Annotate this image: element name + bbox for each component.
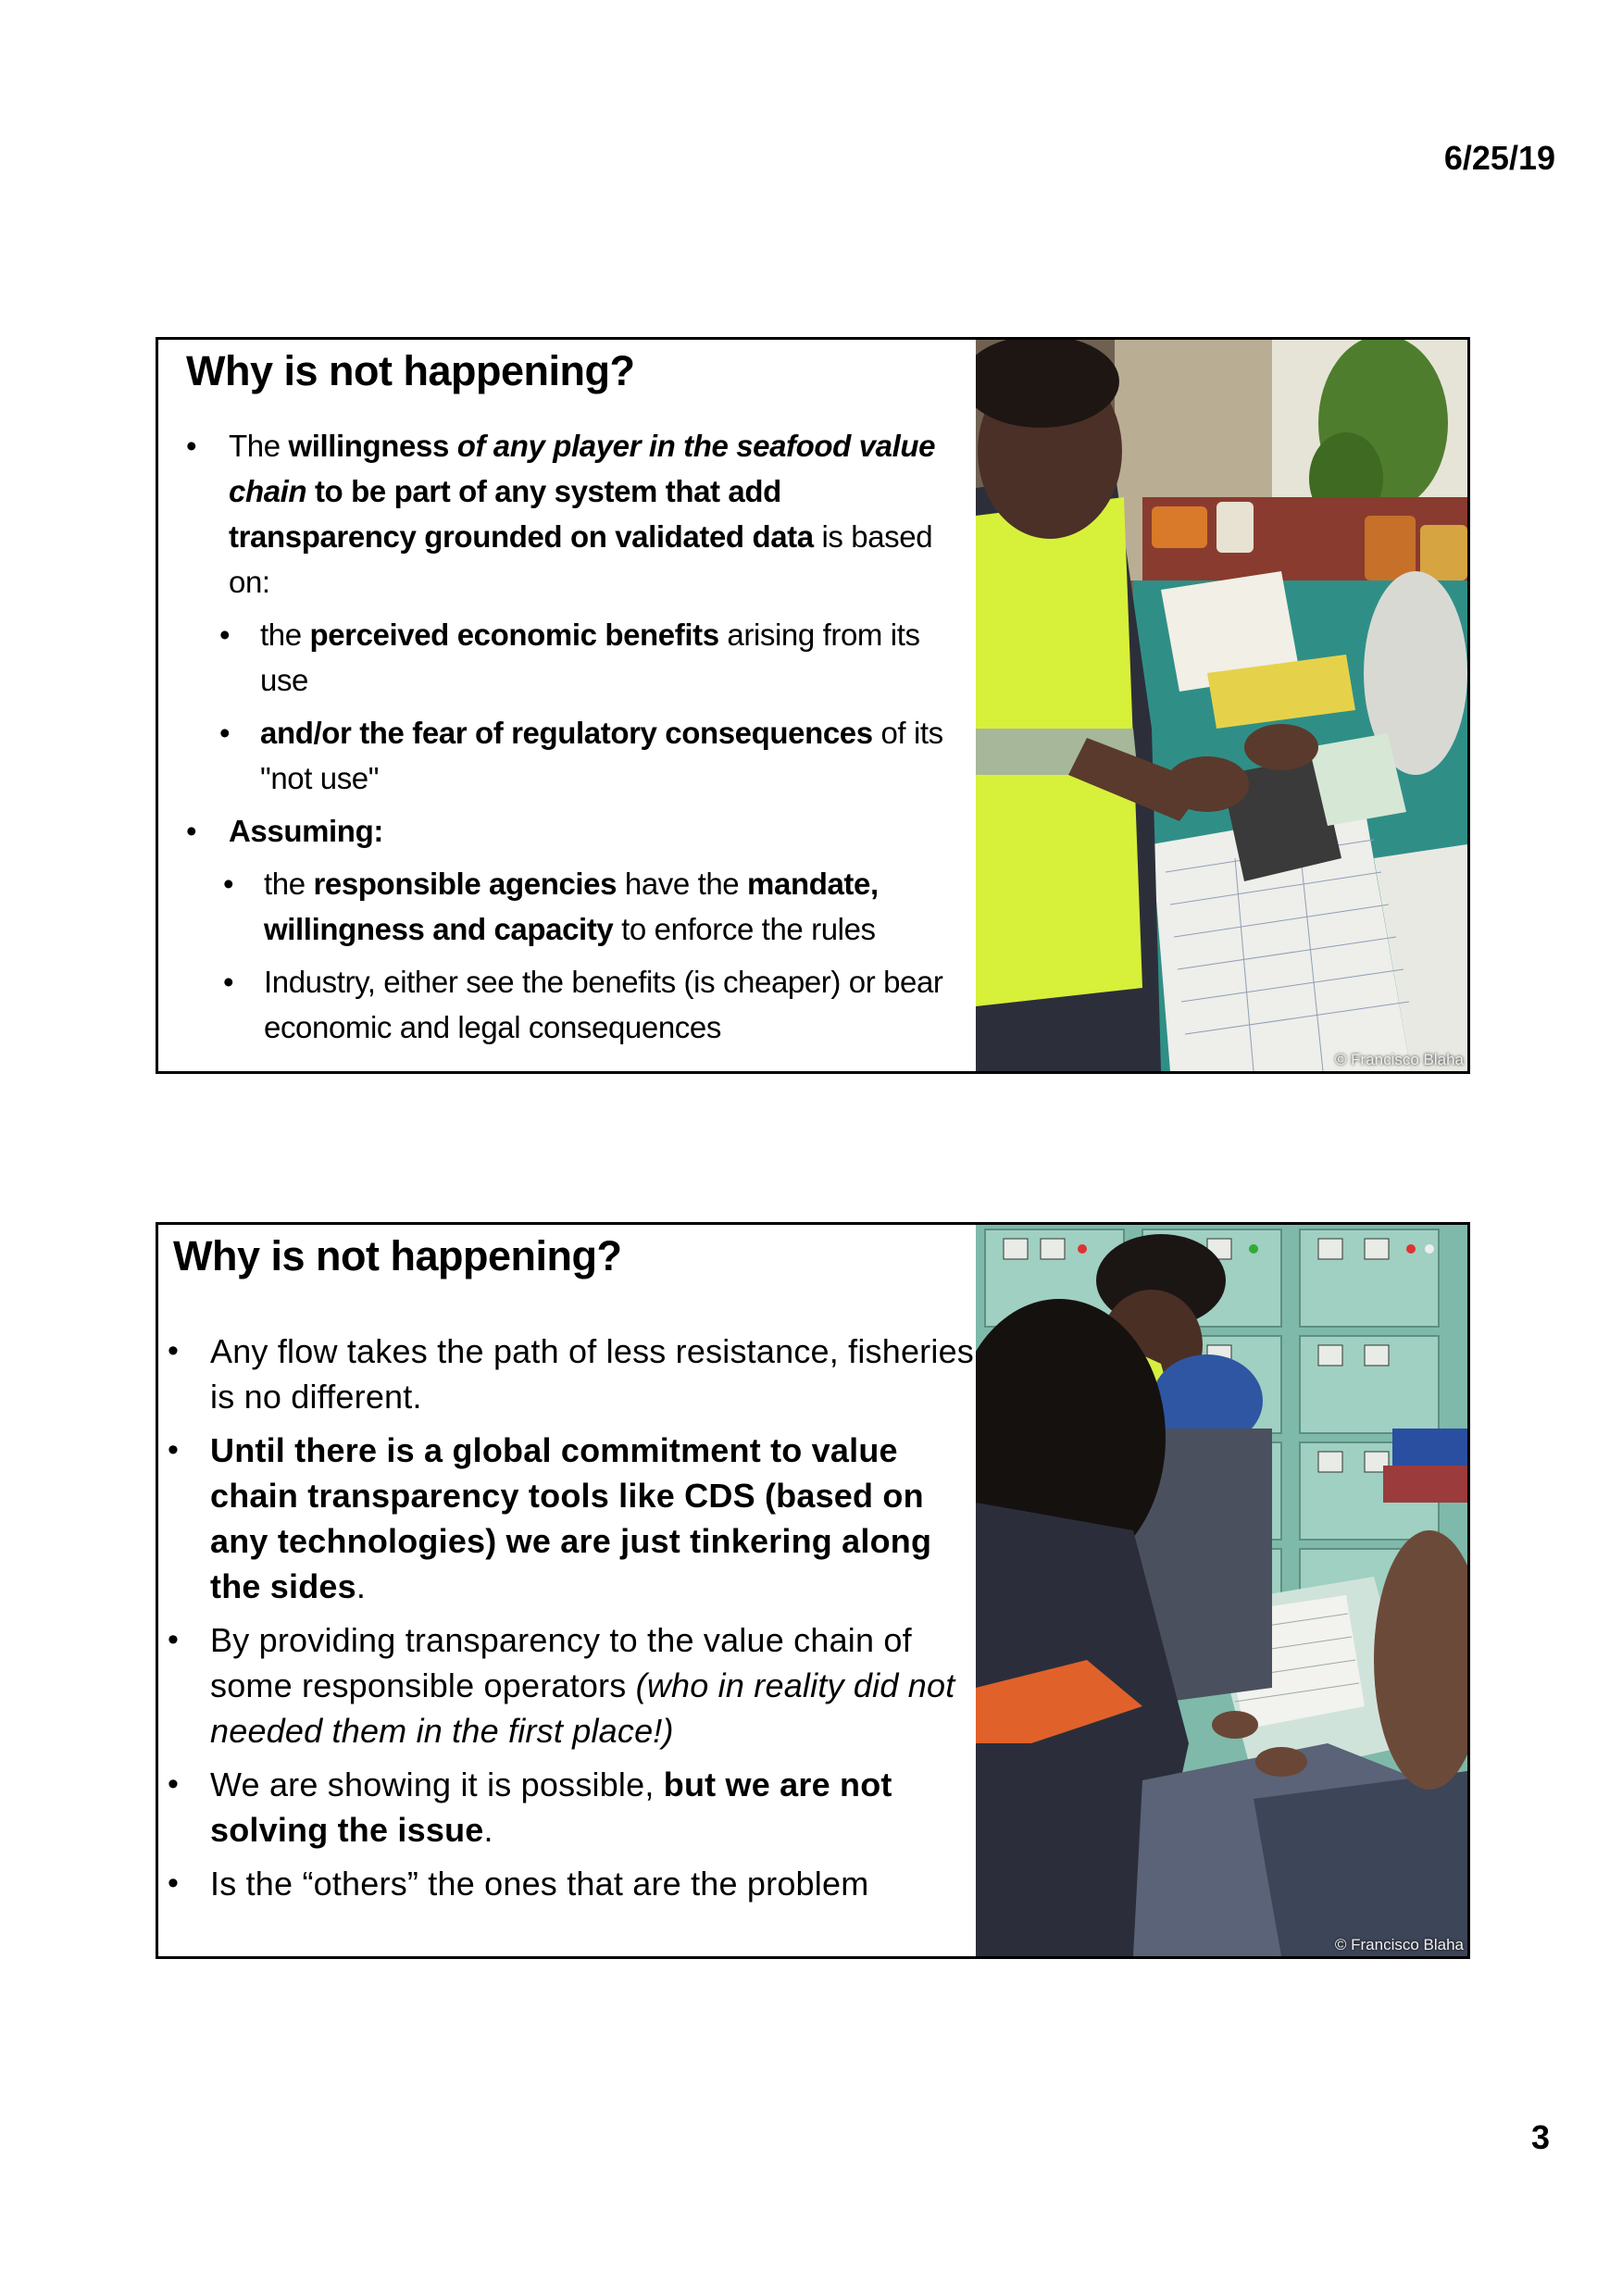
text-run: have the [617,867,748,901]
slide-2-body [166,1329,980,1915]
bullet-dot: • [219,716,231,750]
slide-1 [156,337,1470,1074]
text-run-bold: to be part of any system that add transparency grounded on validated data [229,474,814,554]
slide-2 [156,1222,1470,1959]
text-run-bold: willingness [288,429,457,463]
text-run-bold: Until there is a global commitment to value chain transparency tools like CDS (based on any technologies) we are just tinkering along the sides [210,1431,932,1605]
bullet-global-commitment [166,1428,980,1609]
photo-engine-room-panel [976,1225,1467,1956]
text-run: is based on: [229,519,933,599]
text-run: to enforce the rules [613,912,876,946]
bullet-path-of-least-resistance [166,1329,980,1419]
text-run-bold: perceived economic benefits [309,618,719,652]
text-run-bold: responsible agencies [313,867,618,901]
text-run: the [264,867,314,901]
photo-illustration [976,340,1467,1071]
sub-bullet-industry [186,959,964,1050]
text-run-bold-italic: of any player in the seafood value chain [229,429,936,508]
bullet-dot: • [186,814,197,848]
text-run: Any flow takes the path of less resistance, fisheries is no different. [210,1332,974,1416]
text-run: By providing transparency to the value chain of some responsible operators [210,1621,912,1704]
bullet-dot: • [168,1866,180,1901]
sub-bullet-benefits [186,612,964,703]
text-run: We are showing it is possible, [210,1766,664,1803]
sub-bullet-fear [186,710,964,801]
text-run: . [483,1811,493,1849]
bullet-dot: • [168,1432,180,1467]
bullet-showing-possible [166,1762,980,1853]
bullet-assuming [186,808,964,854]
text-run-bold: but we are not solving the issue [210,1766,892,1849]
text-run: Is the “others” the ones that are the problem [210,1865,869,1903]
bullet-others-problem [166,1861,980,1906]
text-run-bold: and/or the fear of regulatory consequences [260,716,873,750]
text-run-bold: Assuming: [229,814,383,848]
text-run: . [356,1567,367,1605]
sub-bullet-agencies [186,861,964,952]
photo-credit: © Francisco Blaha [1334,1051,1464,1068]
slide-2-text [158,1225,979,1956]
slide-2-title: Why is not happening? [173,1232,622,1279]
bullet-providing-transparency [166,1617,980,1753]
slide-1-body [186,423,964,1050]
text-run: the [260,618,310,652]
text-run: arising from its use [260,618,920,697]
bullet-dot: • [223,867,234,901]
bullet-dot: • [186,429,197,463]
slide-1-title: Why is not happening? [186,347,635,394]
bullet-dot: • [223,965,234,999]
text-run-italic: (who in reality did not needed them in the first place!) [210,1666,955,1750]
slide-1-text [158,340,979,1071]
text-run: of its "not use" [260,716,943,795]
text-run-bold: mandate, willingness and capacity [264,867,879,946]
bullet-dot: • [168,1766,180,1802]
photo-illustration [976,1225,1467,1956]
text-run: Industry, either see the benefits (is cheaper) or bear economic and legal consequences [264,965,943,1044]
photo-inspector-calculator [976,340,1467,1071]
bullet-dot: • [168,1622,180,1657]
bullet-dot: • [219,618,231,652]
bullet-willingness [186,423,964,605]
bullet-dot: • [168,1333,180,1368]
text-run: The [229,429,289,463]
photo-credit: © Francisco Blaha [1334,1936,1464,1953]
page-number: 3 [1530,2118,1550,2156]
page-date: 6/25/19 [1443,139,1555,177]
